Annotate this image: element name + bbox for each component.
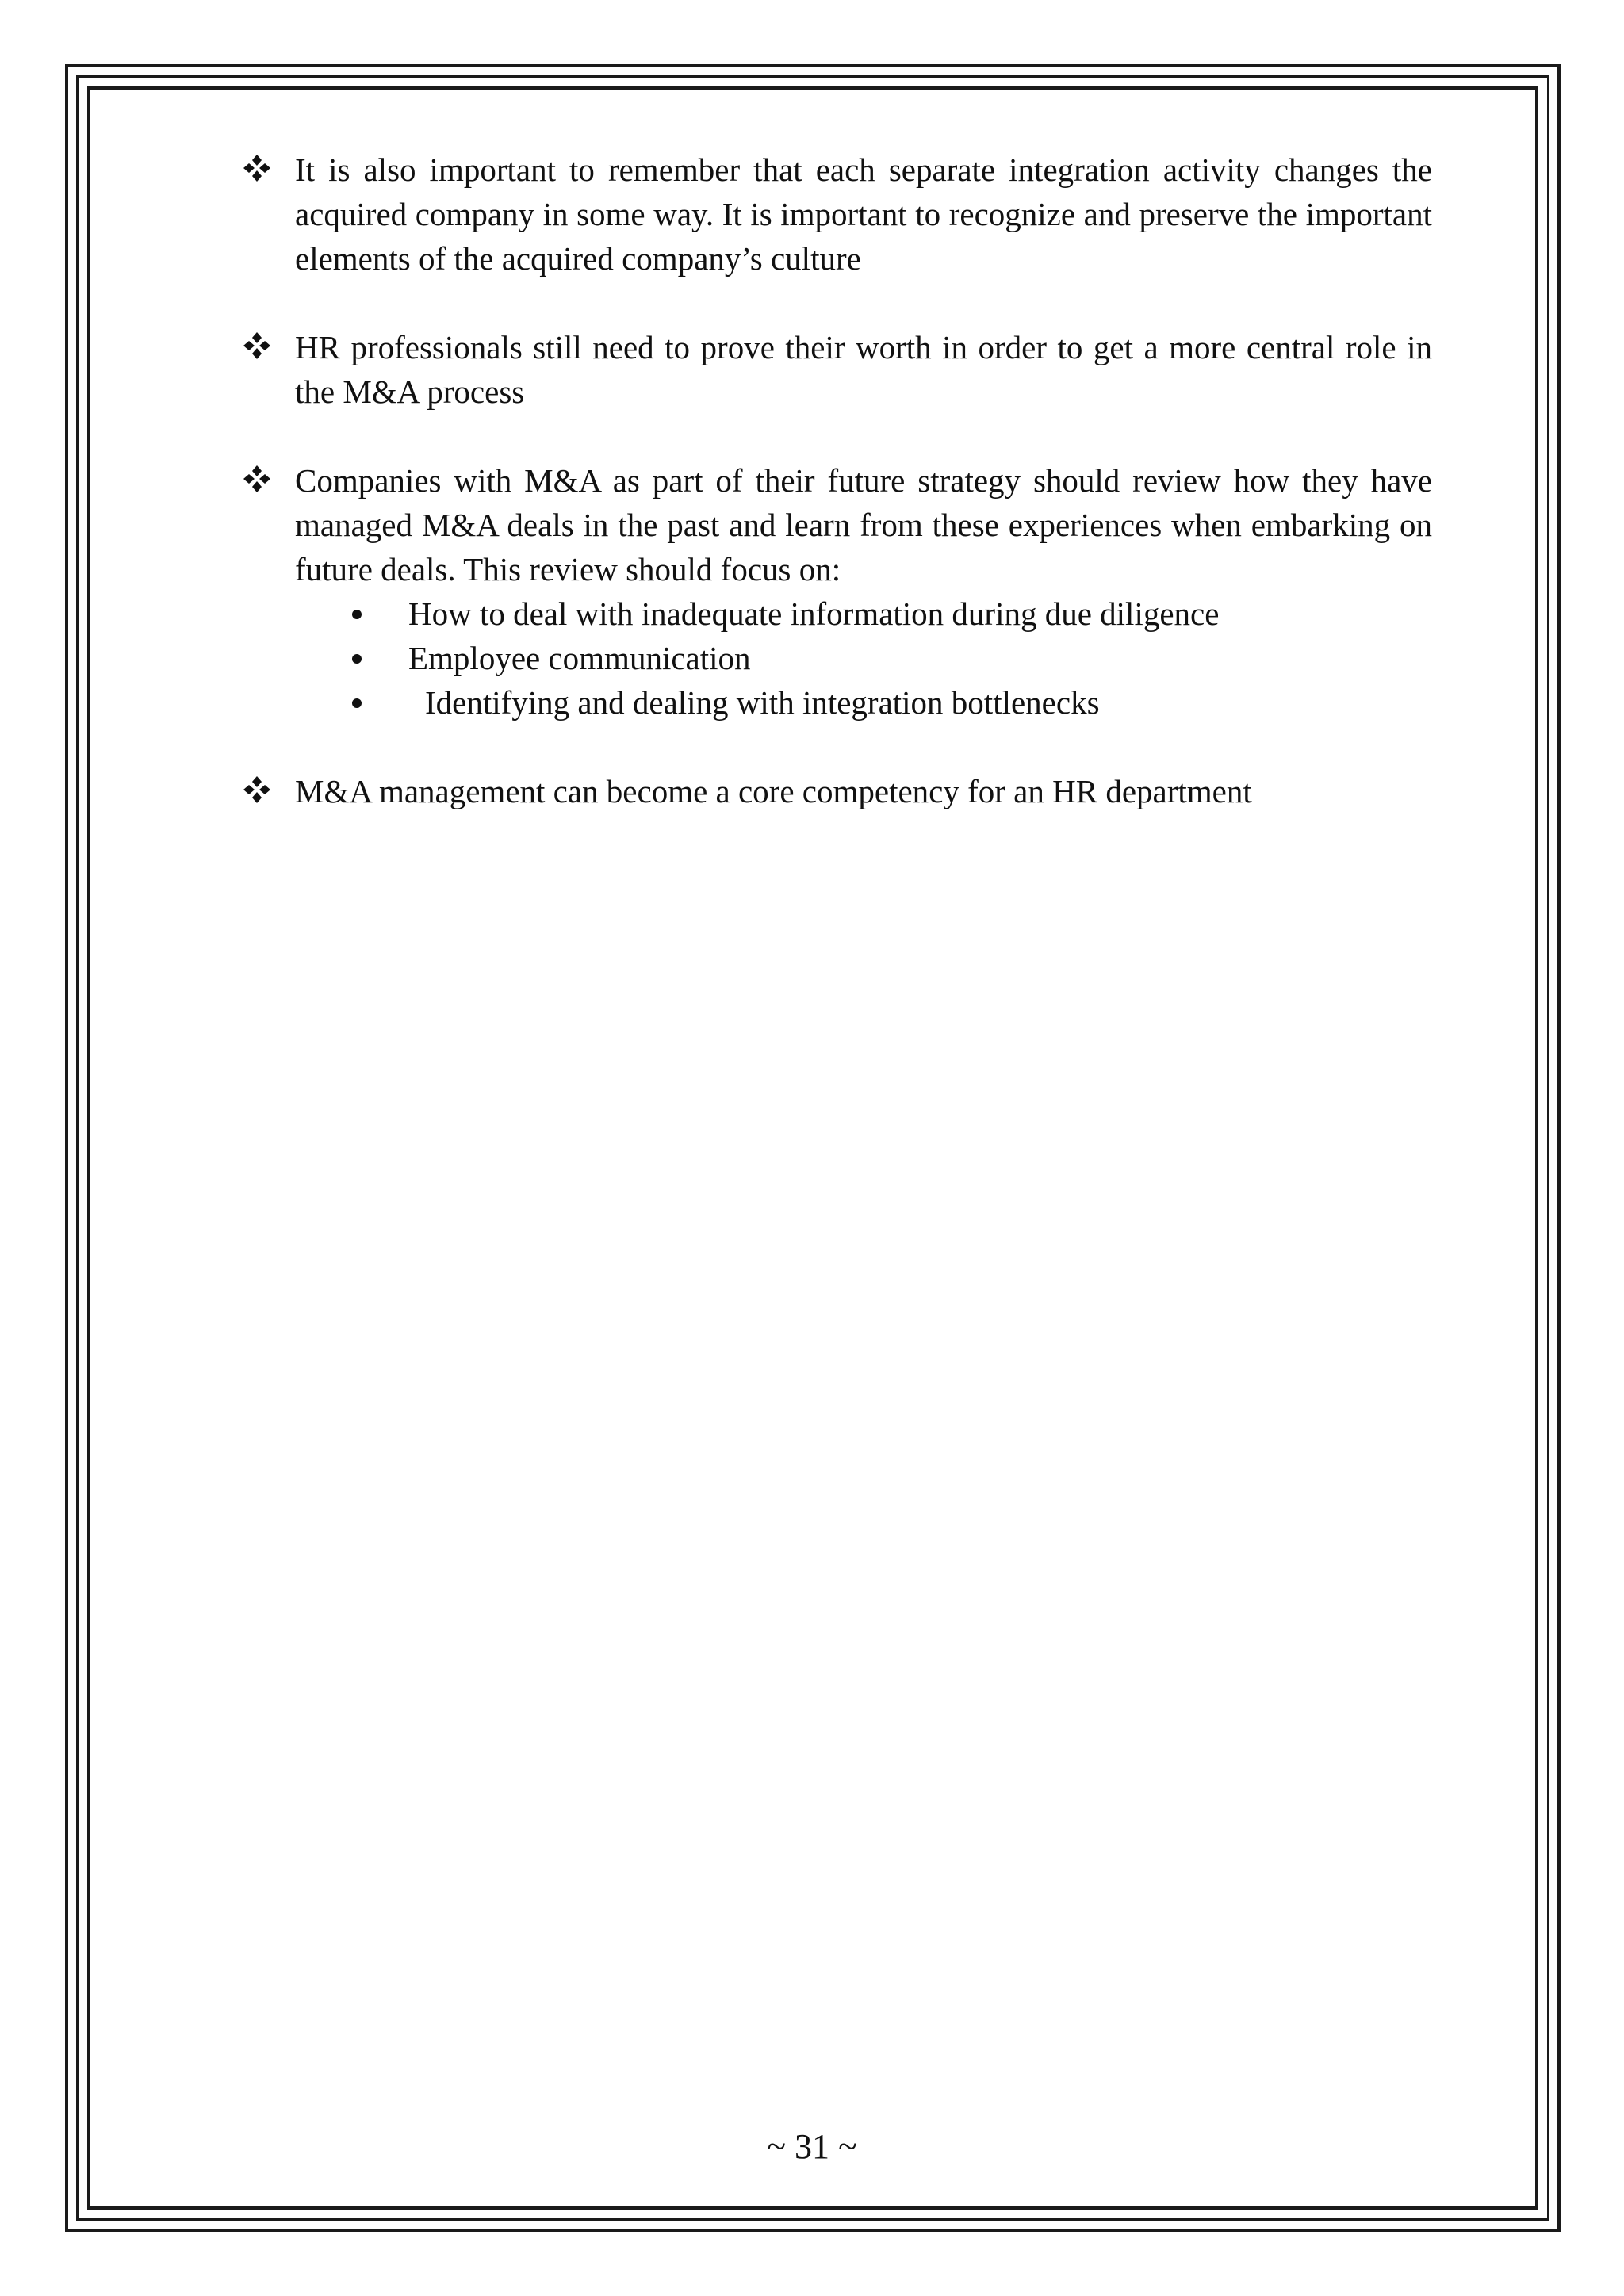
bullet-text: Companies with M&A as part of their future strategy should review how they have managed M&A deals in the past and learn from these experiences when embarking on future deals. This review should focus on: (295, 462, 1432, 587)
bullet-text: It is also important to remember that each separate integration activity changes the acquired company in some way. It is important to recognize and preserve the important elements of the acquired company’s culture (295, 151, 1432, 277)
bullet-text: HR professionals still need to prove their worth in order to get a more central role in the M&A process (295, 329, 1432, 410)
list-item-text: Employee communication (408, 640, 751, 676)
review-focus-list (295, 591, 1432, 725)
bullet-point (243, 325, 1432, 414)
bullet-point (243, 769, 1432, 813)
list-item (295, 591, 1432, 636)
page-content (243, 147, 1432, 858)
four-diamond-bullet-icon (243, 465, 271, 493)
four-diamond-bullet-icon (243, 331, 271, 360)
four-diamond-bullet-icon (243, 154, 271, 182)
list-item (295, 636, 1432, 680)
list-item-text: How to deal with inadequate information during due diligence (408, 595, 1220, 632)
bullet-point (243, 147, 1432, 281)
round-dot-bullet-icon (352, 610, 362, 619)
four-diamond-bullet-icon (243, 775, 271, 804)
round-dot-bullet-icon (352, 654, 362, 664)
round-dot-bullet-icon (352, 698, 362, 708)
list-item (295, 680, 1432, 725)
list-item-text: Identifying and dealing with integration bottlenecks (425, 684, 1100, 721)
bullet-point (243, 458, 1432, 725)
bullet-text: M&A management can become a core competency for an HR department (295, 773, 1252, 809)
page-number: ~ 31 ~ (767, 2127, 857, 2166)
